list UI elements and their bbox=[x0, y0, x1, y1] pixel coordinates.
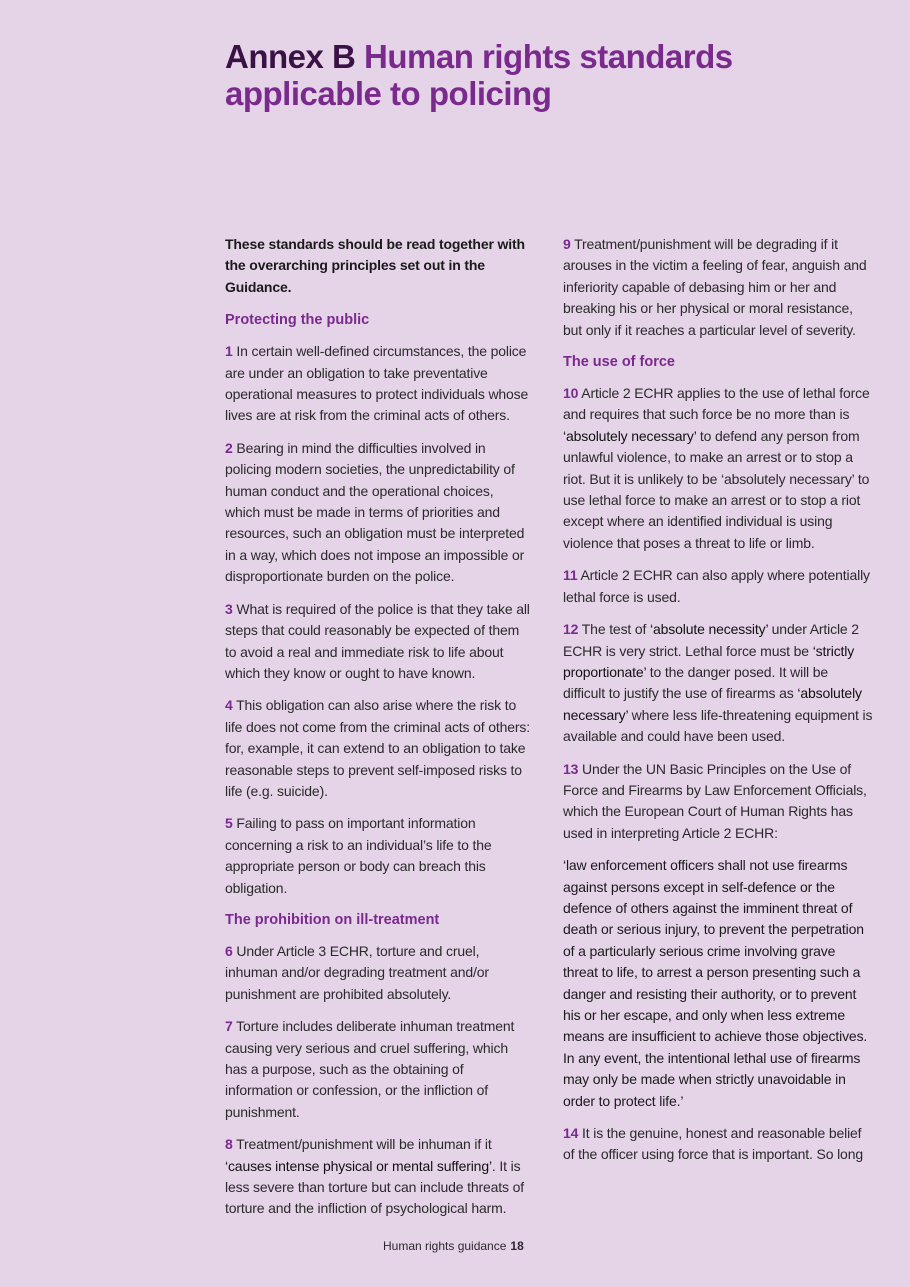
intro-text: These standards should be read together with the overarching principles set out in the Guidance. bbox=[225, 236, 525, 295]
paragraph-number: 7 bbox=[225, 1018, 233, 1035]
paragraph-number: 11 bbox=[563, 567, 578, 584]
paragraph-number: 13 bbox=[563, 760, 579, 777]
page-footer bbox=[383, 1239, 524, 1253]
paragraph-10 bbox=[563, 383, 873, 554]
paragraph-text: to defend any person from unlawful violence, to make an arrest or to stop a riot. But it is unlikely to be ‘absolutely necessary’ to use lethal force to make an arrest or to stop a riot except where an identified individual is using violence that poses a threat to life or limb. bbox=[563, 427, 870, 551]
paragraph-number: 5 bbox=[225, 815, 233, 832]
paragraph-text: Bearing in mind the difficulties involved in policing modern societies, the unpredictability of human conduct and the operational choices, which must be made in terms of priorities and resources, such an obligation must be interpreted in a way, which does not impose an impossible or disproportionate burden on the police. bbox=[225, 439, 525, 585]
paragraph-14 bbox=[563, 1123, 873, 1166]
paragraph-text: Treatment/punishment will be degrading if it arouses in the victim a feeling of fear, anguish and inferiority capable of debasing him or her and breaking his or her physical or moral resistance, but only if it reaches a particular level of severity. bbox=[563, 236, 867, 338]
paragraph-number: 10 bbox=[563, 385, 579, 402]
annex-label: Annex B bbox=[225, 38, 356, 75]
paragraph-number: 8 bbox=[225, 1136, 233, 1153]
paragraph-text: Treatment/punishment will be inhuman if it bbox=[236, 1136, 492, 1153]
quoted-phrase: ‘absolute necessity’ bbox=[650, 621, 768, 638]
heading-use-of-force: The use of force bbox=[563, 354, 675, 371]
paragraph-11 bbox=[563, 565, 873, 608]
paragraph-text: Under Article 3 ECHR, torture and cruel, inhuman and/or degrading treatment and/or punishment are prohibited absolutely. bbox=[225, 942, 489, 1002]
paragraph-text: Torture includes deliberate inhuman treatment causing very serious and cruel suffering, which has a purpose, such as the obtaining of information or confession, or the infliction of punishment. bbox=[225, 1018, 515, 1120]
paragraph-number: 1 bbox=[225, 343, 233, 360]
heading-prohibition-ill-treatment: The prohibition on ill-treatment bbox=[225, 911, 440, 928]
paragraph-number: 9 bbox=[563, 236, 571, 252]
paragraph-text: . It is less severe than torture but can include threats of torture and the infliction of psychological harm. bbox=[225, 1157, 524, 1217]
quoted-phrase: ‘strictly proportionate’ bbox=[563, 642, 855, 680]
paragraph-text: Under the UN Basic Principles on the Use of Force and Firearms by Law Enforcement Officials, which the European Court of Human Rights has used in interpreting Article 2 ECHR: bbox=[563, 760, 867, 841]
right-column bbox=[563, 234, 873, 1177]
paragraph-1 bbox=[225, 341, 530, 427]
paragraph-text: Article 2 ECHR can also apply where potentially lethal force is used. bbox=[563, 567, 870, 605]
quoted-phrase: ‘absolutely necessary’ bbox=[563, 427, 697, 444]
quoted-phrase: ‘causes intense physical or mental suffering’ bbox=[225, 1157, 492, 1174]
paragraph-text: What is required of the police is that they take all steps that could reasonably be expected of them to avoid a real and immediate risk to life about which they know or ought to have known. bbox=[225, 600, 530, 681]
paragraph-9 bbox=[563, 234, 873, 341]
paragraph-8 bbox=[225, 1134, 530, 1220]
paragraph-text: The test of bbox=[581, 621, 647, 638]
left-column bbox=[225, 234, 530, 1231]
paragraph-3 bbox=[225, 599, 530, 685]
paragraph-text: to the danger posed. It will be difficult to justify the use of firearms as bbox=[563, 663, 828, 702]
paragraph-text: It is the genuine, honest and reasonable belief of the officer using force that is important. So long bbox=[563, 1125, 863, 1163]
paragraph-number: 12 bbox=[563, 621, 579, 638]
title-text: Human rights standards applicable to policing bbox=[225, 38, 733, 112]
paragraph-text: Article 2 ECHR applies to the use of lethal force and requires that such force be no more than is bbox=[563, 385, 870, 423]
block-quote: ‘law enforcement officers shall not use firearms against persons except in self-defence or the defence of others against the imminent threat of death or serious injury, to prevent the perpetration of a particularly serious crime involving grave threat to life, to arrest a person presenting such a danger and resisting their authority, or to prevent his or her escape, and only when less extreme means are insufficient to achieve those objectives. In any event, the intentional lethal use of firearms may only be made when strictly unavoidable in order to protect life.’ bbox=[563, 857, 868, 1109]
heading-protecting-public: Protecting the public bbox=[225, 312, 370, 329]
paragraph-5 bbox=[225, 813, 530, 899]
paragraph-text: where less life-threatening equipment is available and could have been used. bbox=[563, 706, 873, 745]
paragraph-4 bbox=[225, 695, 530, 802]
paragraph-6 bbox=[225, 941, 530, 1005]
paragraph-number: 3 bbox=[225, 600, 233, 617]
paragraph-text: under Article 2 ECHR is very strict. Lethal force must be bbox=[563, 621, 859, 659]
page-number: 18 bbox=[510, 1239, 524, 1253]
paragraph-2 bbox=[225, 438, 530, 588]
paragraph-text: Failing to pass on important information concerning a risk to an individual’s life to the appropriate person or body can breach this obligation. bbox=[225, 815, 492, 896]
paragraph-number: 6 bbox=[225, 942, 233, 959]
paragraph-text: This obligation can also arise where the risk to life does not come from the criminal acts of others: for, example, it can extend to an obligation to take reasonable steps to prevent self-imposed risks to life (e.g. suicide). bbox=[225, 697, 530, 799]
page-title bbox=[225, 38, 825, 112]
paragraph-12 bbox=[563, 619, 873, 747]
paragraph-text: In certain well-defined circumstances, the police are under an obligation to take preventative operational measures to protect individuals whose lives are at risk from the criminal acts of others. bbox=[225, 343, 529, 424]
paragraph-13 bbox=[563, 759, 873, 845]
quoted-phrase: ‘absolutely necessary’ bbox=[563, 685, 862, 723]
paragraph-number: 4 bbox=[225, 697, 233, 714]
paragraph-7 bbox=[225, 1016, 530, 1123]
paragraph-number: 14 bbox=[563, 1125, 579, 1142]
footer-label: Human rights guidance bbox=[383, 1239, 507, 1253]
paragraph-number: 2 bbox=[225, 439, 233, 456]
